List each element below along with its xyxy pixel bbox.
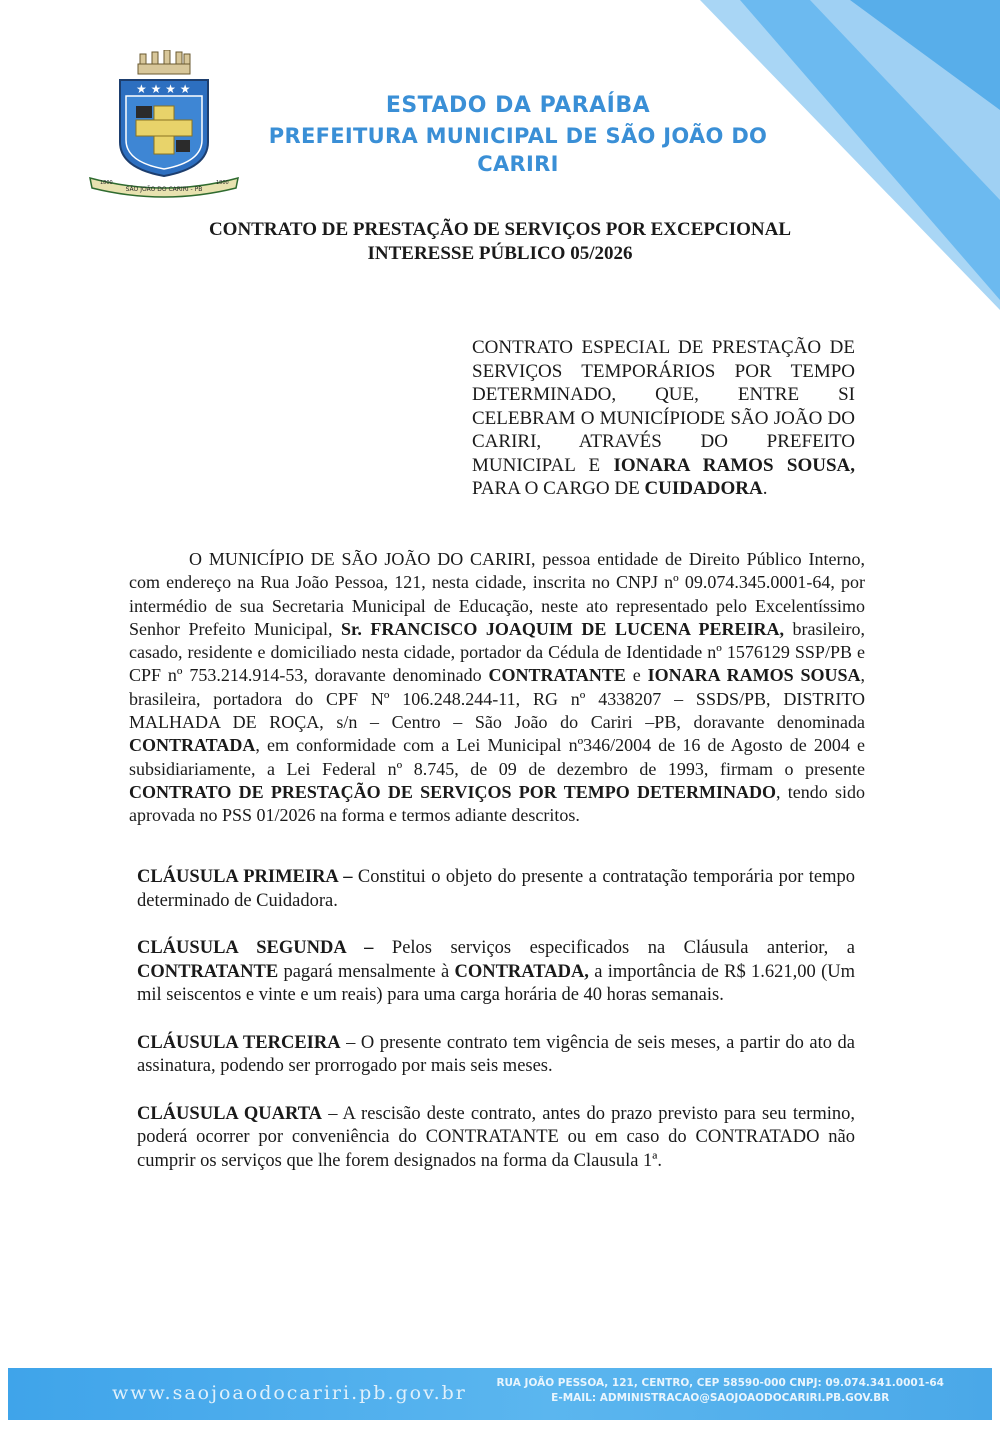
- crown-icon: [138, 50, 190, 74]
- clause-label: CLÁUSULA QUARTA: [137, 1103, 323, 1124]
- clause-text: pagará mensalmente à: [278, 961, 455, 982]
- summary-text-a: CONTRATO ESPECIAL DE PRESTAÇÃO DE SERVIÇOS TEMPORÁRIOS POR TEMPO DETERMINADO, QUE, ENTRE SI CELEBRAM O MUNICÍPIODE SÃO JOÃO DO CARIRI, ATRAVÉS DO PREFEITO MUNICIPAL E: [472, 337, 855, 476]
- contract-title: [130, 218, 870, 266]
- preamble-text-2: brasileiro, casado, residente e domiciliado nesta cidade, portador da Cédula de Identidade nº 1576129 SSP/PB e CPF nº 753.214.914-53, doravante denominado: [129, 618, 865, 686]
- summary-text-b: PARA O CARGO DE: [472, 478, 645, 499]
- preamble-text-3: e: [625, 665, 648, 686]
- clauses-section: [137, 866, 855, 1197]
- contract-type-label: CONTRATO DE PRESTAÇÃO DE SERVIÇOS POR TEMPO DETERMINADO: [129, 781, 776, 802]
- website-link[interactable]: www.saojoaodocariri.pb.gov.br: [112, 1382, 467, 1404]
- footer-contact: [496, 1376, 944, 1406]
- clause-second: [137, 937, 855, 1008]
- municipal-crest: [86, 50, 242, 200]
- title-line-1: CONTRATO DE PRESTAÇÃO DE SERVIÇOS POR EXCEPCIONAL: [208, 219, 792, 240]
- city-hall-name: PREFEITURA MUNICIPAL DE SÃO JOÃO DO CARIRI: [268, 124, 768, 176]
- preamble: [129, 548, 865, 828]
- preamble-paragraph: [129, 548, 865, 828]
- state-name: ESTADO DA PARAÍBA: [385, 93, 651, 118]
- contractor-name: IONARA RAMOS SOUSA: [647, 665, 861, 686]
- contratante-label: CONTRATANTE: [137, 961, 279, 982]
- letterhead: [238, 92, 798, 178]
- title-line-2: INTERESSE PÚBLICO 05/2026: [367, 243, 633, 264]
- clause-label: CLÁUSULA SEGUNDA –: [137, 938, 374, 958]
- clause-text: Pelos serviços especificados na Cláusula anterior, a: [373, 938, 856, 958]
- contratante-label: CONTRATANTE: [488, 665, 626, 686]
- contratada-label: CONTRATADA,: [454, 961, 589, 982]
- clause-first: [137, 866, 855, 913]
- clause-label: CLÁUSULA TERCEIRA: [137, 1032, 341, 1053]
- preamble-text-6: , tendo sido aprovada no PSS 01/2026 na forma e termos adiante descritos.: [129, 781, 865, 826]
- contratada-label: CONTRATADA: [129, 735, 256, 756]
- footer-address: RUA JOÃO PESSOA, 121, CENTRO, CEP 58590-000 CNPJ: 09.074.341.0001-64: [496, 1377, 944, 1389]
- summary-text-c: .: [762, 478, 768, 499]
- clause-label: CLÁUSULA PRIMEIRA –: [137, 867, 353, 887]
- clause-text: – O presente contrato tem vigência de seis meses, a partir do ato da assinatura, podendo ser prorrogado por mais seis meses.: [137, 1032, 855, 1076]
- footer-email[interactable]: E-MAIL: ADMINISTRACAO@SAOJOAODOCARIRI.PB.GOV.BR: [551, 1392, 890, 1404]
- clause-text: – A rescisão deste contrato, antes do prazo previsto para seu termino, poderá ocorrer por conveniência do CONTRATANTE ou em caso do CONTRATADO não cumprir os serviços que lhe forem designados na forma da Clausula 1ª.: [137, 1103, 855, 1171]
- preamble-text-1: O MUNICÍPIO DE SÃO JOÃO DO CARIRI, pessoa entidade de Direito Público Interno, com endereço na Rua João Pessoa, 121, nesta cidade, inscrita no CNPJ nº 09.074.345.0001-64, por intermédio de sua Secretaria Municipal de Educação, neste ato representado pelo Excelentíssimo Senhor Prefeito Municipal,: [129, 549, 865, 639]
- summary-role: CUIDADORA: [644, 478, 763, 499]
- preamble-text-4: , brasileira, portadora do CPF Nº 106.248.244-11, RG nº 4338207 – SSDS/PB, DISTRITO MALHADA DE ROÇA, s/n – Centro – São João do Cariri –PB, doravante denominada: [129, 665, 865, 733]
- clause-third: [137, 1032, 855, 1079]
- footer-bar: [8, 1368, 992, 1420]
- clause-text: a importância de R$ 1.621,00 (Um mil seiscentos e vinte e um reais) para uma carga horária de 40 horas semanais.: [137, 961, 855, 1005]
- crest-year-left: 1800: [100, 180, 113, 186]
- mayor-name: Sr. FRANCISCO JOAQUIM DE LUCENA PEREIRA,: [341, 618, 784, 639]
- clause-fourth: [137, 1103, 855, 1174]
- crest-year-right: 1800: [216, 180, 229, 186]
- preamble-text-5: , em conformidade com a Lei Municipal nº346/2004 de 16 de Agosto de 2004 e subsidiariamente, a Lei Federal nº 8.745, de 09 de dezembro de 1993, firmam o presente: [129, 735, 865, 779]
- contract-summary: [472, 336, 855, 501]
- clause-text: Constitui o objeto do presente a contratação temporária por tempo determinado de Cuidadora.: [137, 867, 855, 911]
- summary-contractor-name: IONARA RAMOS SOUSA,: [613, 454, 855, 476]
- svg-text:★ ★ ★ ★: ★ ★ ★ ★: [136, 82, 191, 96]
- crest-banner-text: SÃO JOÃO DO CARIRI - PB: [125, 186, 203, 193]
